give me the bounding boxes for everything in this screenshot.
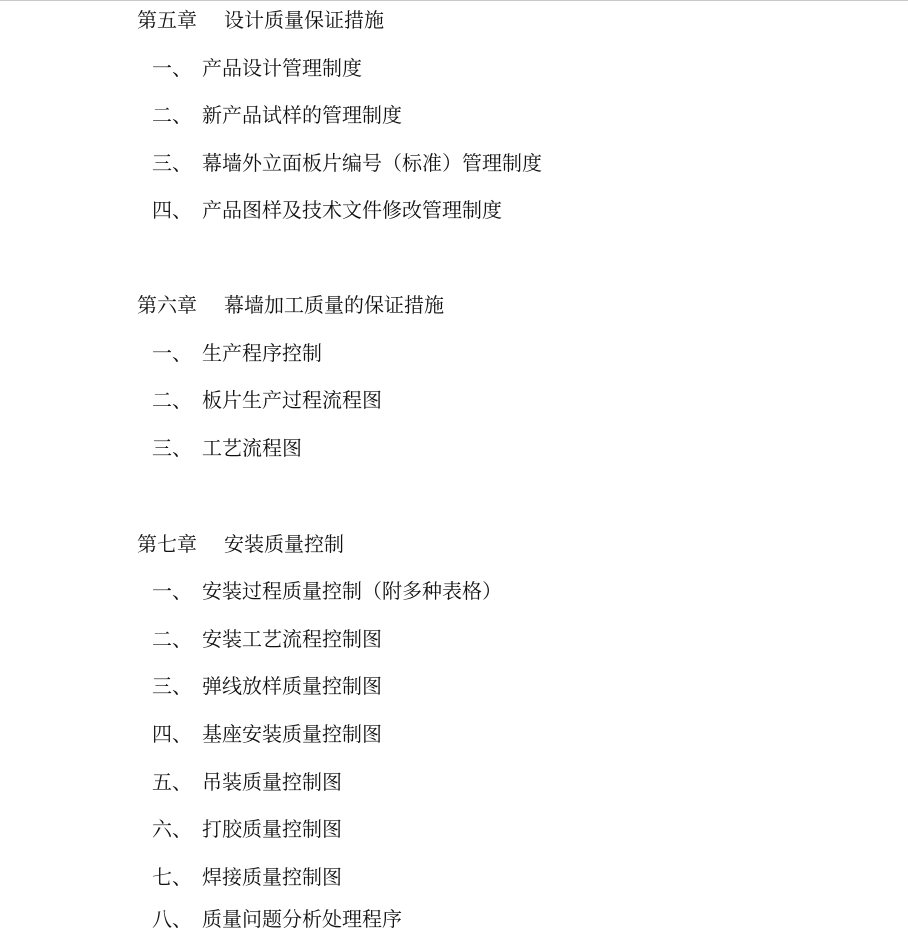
chapter-number: 第五章 — [137, 8, 197, 32]
item-number: 三、 — [152, 151, 192, 175]
item-number: 二、 — [152, 103, 192, 127]
chapter-title: 设计质量保证措施 — [224, 8, 384, 32]
item-text: 安装过程质量控制（附多种表格） — [202, 579, 502, 603]
item-number: 四、 — [152, 198, 192, 222]
item-text: 幕墙外立面板片编号（标准）管理制度 — [202, 151, 542, 175]
item-text: 生产程序控制 — [202, 341, 322, 365]
item-number: 六、 — [152, 817, 192, 841]
item-text: 产品设计管理制度 — [202, 56, 362, 80]
item-number: 三、 — [152, 674, 192, 698]
item-number: 三、 — [152, 436, 192, 460]
chapter-title: 幕墙加工质量的保证措施 — [224, 293, 444, 317]
item-number: 二、 — [152, 388, 192, 412]
item-text: 质量问题分析处理程序 — [202, 907, 402, 931]
chapter-number: 第六章 — [137, 293, 197, 317]
item-text: 工艺流程图 — [202, 436, 302, 460]
item-number: 一、 — [152, 341, 192, 365]
item-text: 吊装质量控制图 — [202, 770, 342, 794]
item-number: 七、 — [152, 865, 192, 889]
item-number: 八、 — [152, 907, 192, 931]
item-number: 一、 — [152, 579, 192, 603]
item-number: 一、 — [152, 56, 192, 80]
item-text: 基座安装质量控制图 — [202, 722, 382, 746]
item-text: 安装工艺流程控制图 — [202, 627, 382, 651]
item-text: 新产品试样的管理制度 — [202, 103, 402, 127]
chapter-number: 第七章 — [137, 532, 197, 556]
item-text: 弹线放样质量控制图 — [202, 674, 382, 698]
item-number: 五、 — [152, 770, 192, 794]
item-text: 产品图样及技术文件修改管理制度 — [202, 198, 502, 222]
item-number: 二、 — [152, 627, 192, 651]
item-text: 焊接质量控制图 — [202, 865, 342, 889]
item-text: 板片生产过程流程图 — [202, 388, 382, 412]
item-text: 打胶质量控制图 — [202, 817, 342, 841]
item-number: 四、 — [152, 722, 192, 746]
chapter-title: 安装质量控制 — [224, 532, 344, 556]
